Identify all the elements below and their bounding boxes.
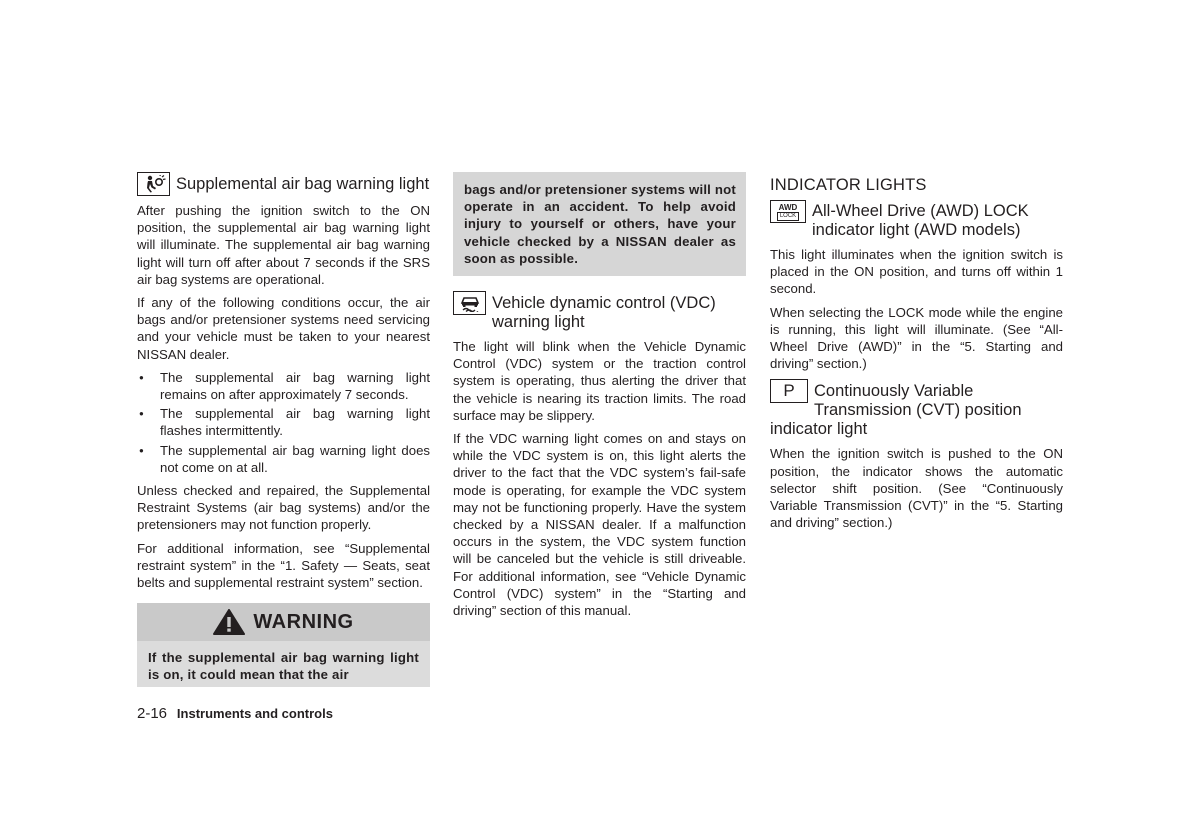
airbag-warning-icon (137, 172, 170, 196)
airbag-paragraph-1: After pushing the ignition switch to the ON position, the supplemental air bag warning light will illuminate. The supplemental air bag warning light will turn off after about 7 seconds if the SRS air bag systems are operational. (137, 203, 430, 287)
vdc-skid-car-icon (453, 291, 486, 315)
warning-text: If the supplemental air bag warning light is on, it could mean that the air (148, 650, 419, 683)
cvt-paragraph-1: When the ignition switch is pushed to the ON position, the indicator shows the automatic selector shift position. (See “Continuously Variable Transmission (CVT)” in the “5. Starting and driving” section.) (770, 446, 1063, 531)
list-item: ● The supplemental air bag warning light does not come on at all. (137, 442, 430, 476)
indicator-lights-title: INDICATOR LIGHTS (770, 176, 927, 194)
warning-triangle-icon (213, 609, 245, 635)
column-2 (453, 172, 746, 625)
list-item: ● The supplemental air bag warning light flashes intermittently. (137, 405, 430, 439)
airbag-heading: Supplemental air bag warning light (176, 174, 430, 193)
warning-continued-box (453, 172, 746, 276)
awd-heading-row (770, 202, 1063, 240)
airbag-paragraph-4: For additional information, see “Supplemental restraint system” in the “1. Safety — Seats, seat belts and supplemental restraint system” section. (137, 540, 430, 591)
awd-heading: All-Wheel Drive (AWD) LOCK indicator light (AWD models) (812, 202, 1029, 239)
warning-continued-text: bags and/or pretensioner systems will not operate in an accident. To help avoid injury to yourself or others, have your vehicle checked by a NISSAN dealer as soon as possible. (464, 182, 737, 266)
column-1 (137, 172, 430, 687)
awd-paragraph-1: This light illuminates when the ignition switch is placed in the ON position, and turns off within 1 second. (770, 247, 1063, 297)
cvt-icon-label: P (783, 381, 795, 401)
warning-title: WARNING (253, 610, 354, 633)
warning-header (137, 603, 430, 641)
awd-paragraph-2: When selecting the LOCK mode while the engine is running, this light will illuminate. (See “All-Wheel Drive (AWD)” in the “5. Starting and driving” section.) (770, 304, 1063, 372)
column-3 (770, 172, 1063, 537)
awd-icon-bottom-label: LOCK (777, 212, 799, 221)
page-footer (137, 705, 333, 722)
vdc-heading: Vehicle dynamic control (VDC) warning light (492, 294, 716, 332)
vdc-heading-row (453, 294, 746, 332)
awd-icon-top-label: AWD (778, 202, 798, 212)
cvt-heading-row (770, 382, 1063, 439)
airbag-paragraph-2: If any of the following conditions occur, the air bags and/or pretensioner systems need servicing and your vehicle must be taken to your nearest NISSAN dealer. (137, 295, 430, 362)
cvt-heading: Continuously Variable Transmission (CVT) position indicator light (770, 382, 1022, 439)
page-number: 2-16 (137, 705, 168, 722)
airbag-conditions-list (137, 369, 430, 476)
awd-lock-icon (770, 200, 806, 223)
list-item: ● The supplemental air bag warning light remains on after approximately 7 seconds. (137, 369, 430, 403)
warning-body (137, 641, 430, 686)
vdc-paragraph-2: If the VDC warning light comes on and stays on while the VDC system is on, this light alerts the driver to the fact that the VDC system’s fail-safe mode is operating, for example the VDC system may not be functioning properly. Have the system checked by a NISSAN dealer. If a malfunction occurs in the system, the VDC system function will be canceled but the vehicle is still driveable. For additional information, see “Vehicle Dynamic Control (VDC) system” in the “Starting and driving” section of this manual. (453, 431, 746, 619)
airbag-paragraph-3: Unless checked and repaired, the Supplemental Restraint Systems (air bag systems) and/or the pretensioners may not function properly. (137, 483, 430, 533)
vdc-paragraph-1: The light will blink when the Vehicle Dynamic Control (VDC) system or the traction control system is operating, thus alerting the driver that the vehicle is nearing its traction limits. The road surface may be slippery. (453, 339, 746, 423)
cvt-position-p-icon (770, 379, 808, 403)
footer-section-title: Instruments and controls (176, 706, 333, 721)
warning-box (137, 603, 430, 686)
airbag-heading-row (137, 172, 430, 196)
